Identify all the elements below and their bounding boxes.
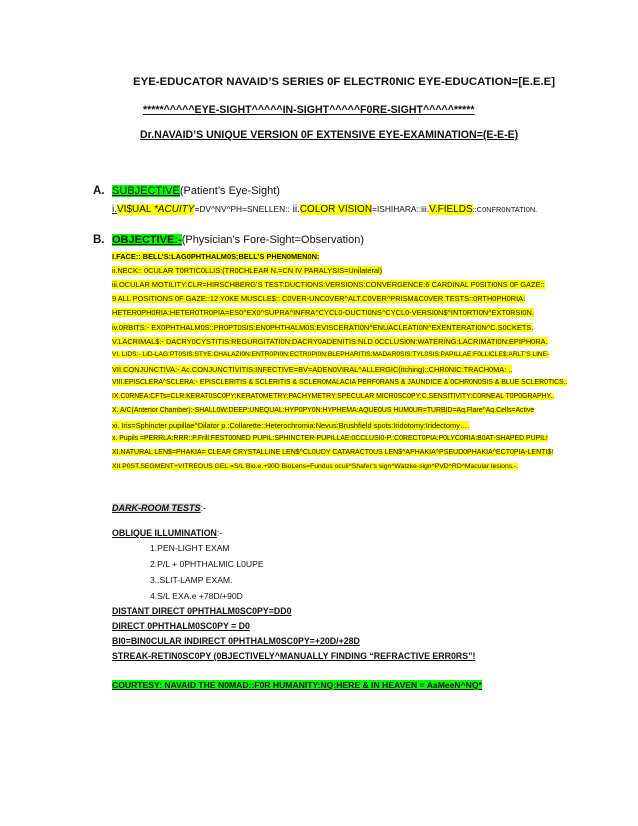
- section-a-heading-label: SUBJECTIVE: [112, 185, 180, 197]
- document-subtitle: *****^^^^^EYE-SIGHT^^^^^IN-SIGHT^^^^^F0RE-SIGHT^^^^^*****: [143, 104, 475, 116]
- acuity-detail: =DV^NV^PH=SNELLEN::: [194, 204, 290, 214]
- section-a-heading: [112, 185, 280, 197]
- exam-line-lacrimals: V.LACRIMAL$:- DACRY0CYSTITIS:REGURGITATI0N:DACRY0ADENITIS:NLD 0CCLUSI0N:WATERING:LACRIMATI0N:EPIPH0RA.: [112, 337, 548, 346]
- binocular-indirect-ophthalmoscopy: BI0=BIN0CULAR INDIRECT 0PHTHALM0SC0PY=+20D/+28D: [112, 636, 360, 646]
- distant-direct-ophthalmoscopy: DISTANT DIRECT 0PHTHALM0SC0PY=DD0: [112, 606, 292, 616]
- oblique-label: OBLIQUE ILLUMINATION: [112, 528, 217, 538]
- oblique-item: 2.P/L + 0PHTHALMIC L0UPE: [150, 559, 264, 569]
- direct-ophthalmoscopy: DIRECT 0PHTHALM0SC0PY = D0: [112, 621, 250, 631]
- exam-line-anterior-chamber: X. A/C(Anterior Chamber):-SHALL0W:DEEP:UNEQUAL:HYP0PY0N:HYPHEMA:AQUE0US HUM0UR=TURBID=Aq.Flare^Aq.Cells=Active: [112, 407, 535, 414]
- exam-line-heterophoria: HETER0PH0RIA:HETER0TR0PIA=ES0^EX0^SUPRA^INFRA^CYCL0-DUCTI0NS^CYCL0-VERSI0N$^INT0RTI0N^EXT0RSI0N.: [112, 308, 534, 317]
- exam-line-gaze: 9 ALL POSITIONS 0F GAZE::12 Y0KE MUSCLE$:: C0VER-UNC0VER^ALT.C0VER^PRISM&C0VER TESTS::0RTH0PH0RIA:: [112, 294, 526, 303]
- exam-line-motility: iii.OCULAR MOTILITY:CLR=HIRSCHBERG’S TEST:DUCTIONS:VERSIONS:CONVERGENCE:6 CARDINAL P0SITI0NS 0F GAZE::: [112, 280, 545, 289]
- oblique-item: 3..SLIT-LAMP EXAM.: [150, 575, 233, 585]
- section-b-heading: [112, 234, 364, 246]
- dark-room-heading: [112, 503, 206, 513]
- document-version-title: Dr.NAVAID’S UNIQUE VERSION 0F EXTENSIVE EYE-EXAMINATION=(E-E-E): [140, 129, 519, 141]
- oblique-suffix: :-: [216, 528, 223, 538]
- ishihara-detail: =ISHIHARA::iii.: [372, 204, 430, 214]
- section-b-heading-label: OBJECTIVE:-: [112, 234, 182, 246]
- item-ii: ii.: [289, 204, 300, 215]
- oblique-item: 1.PEN-LIGHT EXAM: [150, 543, 230, 553]
- exam-line-conjunctiva: VII.CONJUNCTIVA:- Ac.CONJUNCTIVITIS:INFECTIVE=BV=ADEN0VIRAL^ALLERGIC(itching)::CHR0NIC:TRACH0MA: ..: [112, 365, 513, 374]
- exam-line-episclera: VIII.EPISCLERA^SCLERA:- EPISCLERITIS & SCLERITIS & SCLER0MALACIA PERF0RANS & JAUNDICE & 0CHR0N0SIS & BLUE SCLER0TICS..: [112, 379, 568, 386]
- exam-line-lens: XI.NATURAL LEN$=PHAKIA= CLEAR CRYSTALLINE LEN$^CL0UDY CATARACT0US LEN$^APHAKIA^PSEUD0PHAKIA^ECT0PIA-LENTI$!: [112, 449, 554, 456]
- oblique-heading: [112, 528, 222, 538]
- section-b-letter: B.: [93, 234, 105, 246]
- item-i: i.: [112, 204, 117, 215]
- acuity-label: *ACUITY: [153, 204, 195, 215]
- streak-retinoscopy: STREAK-RETIN0SC0PY (0BJECTIVELY^MANUALLY FINDING “REFRACTIVE ERR0RS”!: [112, 651, 476, 661]
- visual-label: VI$UAL: [117, 204, 154, 215]
- exam-line-pupils: x. Pupils =PERRLA:RRR::P.Frill:FEST00NED PUPIL:SPHINCTER-PUPILLAE:0CCLUSI0-P.:C0RECT0PIA:P0LYC0RIA:B0AT-SHAPED PUPIL!: [112, 435, 548, 442]
- confrontation-detail: ::C0NFR0NTATI0N.: [472, 205, 538, 214]
- courtesy-line: [112, 680, 482, 690]
- dark-room-suffix: :-: [200, 503, 206, 513]
- section-b-heading-rest: (Physician’s Fore-Sight=Observation): [181, 234, 364, 246]
- exam-line-orbits: iv.0RBITS:- EX0PHTHALM0S::PR0PT0SIS:EN0PHTHALM0S:EVISCERATI0N^ENUACLEATI0N^EXENTERATI0N^C.S0CKETS.: [112, 323, 534, 332]
- oblique-item: 4.S/L EXA.e +78D/+90D: [150, 591, 243, 601]
- section-a-letter: A.: [93, 185, 105, 197]
- section-a-line: [112, 204, 537, 215]
- exam-line-cornea: IX.C0RNEA:CFTs=CLR:KERAT0SC0PY:KERAT0METRY:PACHYMETRY:SPECULAR MICR0SC0PY:C.SENSITIVITY:C0RNEAL T0P0GRAPHY..: [112, 393, 555, 400]
- document-title: EYE-EDUCATOR NAVAID’S SERIES 0F ELECTR0NIC EYE-EDUCATION=[E.E.E]: [133, 76, 556, 88]
- exam-line-iris: xi. Iris=Sphincter pupillae^Dilator p.:Collarette::Heterochromia:Nevus:Brushfield spots:Iridotomy:Iridectomy….: [112, 421, 470, 430]
- exam-line-posterior-segment: XII.P0ST.SEGMENT+VITREOUS GEL.=S/L Bio.e.+90D BioLens=Fundus oculi^Shafer’s sign^Watzke-sign^PVD^RD^Macular lesions.-.: [112, 463, 519, 470]
- fields-label: V.FIELDS: [429, 204, 473, 215]
- dark-room-label: DARK-ROOM TESTS: [112, 503, 201, 513]
- color-vision-label: COLOR VISION: [299, 204, 373, 215]
- exam-line-face: I.FACE:: BELL’S:LAG0PHTHALM0S:BELL’S PHEN0MEN0N:: [112, 252, 320, 261]
- section-a-heading-rest: (Patient’s Eye-Sight): [179, 185, 280, 197]
- exam-line-neck: ii.NECK:: 0CULAR T0RTIC0LLIS:(TR0CHLEAR N.=CN IV PARALYSIS=Unilateral): [112, 266, 383, 275]
- courtesy-text: COURTESY: NAVAID THE N0MAD::F0R HUMANITY:NQ:HERE & IN HEAVEN = AaMeeN^NQ*: [112, 680, 482, 690]
- exam-line-lids: VI. LIDS:- LID-LAG:PT0SIS:STYE:CHALAZI0N:ENTR0PI0N:ECTR0PI0N:BLEPHARITIS:MADAR0SIS:TYL0SIS:PAPILLAE:F0LLICLE$:ARLT’S LINE-: [112, 351, 550, 358]
